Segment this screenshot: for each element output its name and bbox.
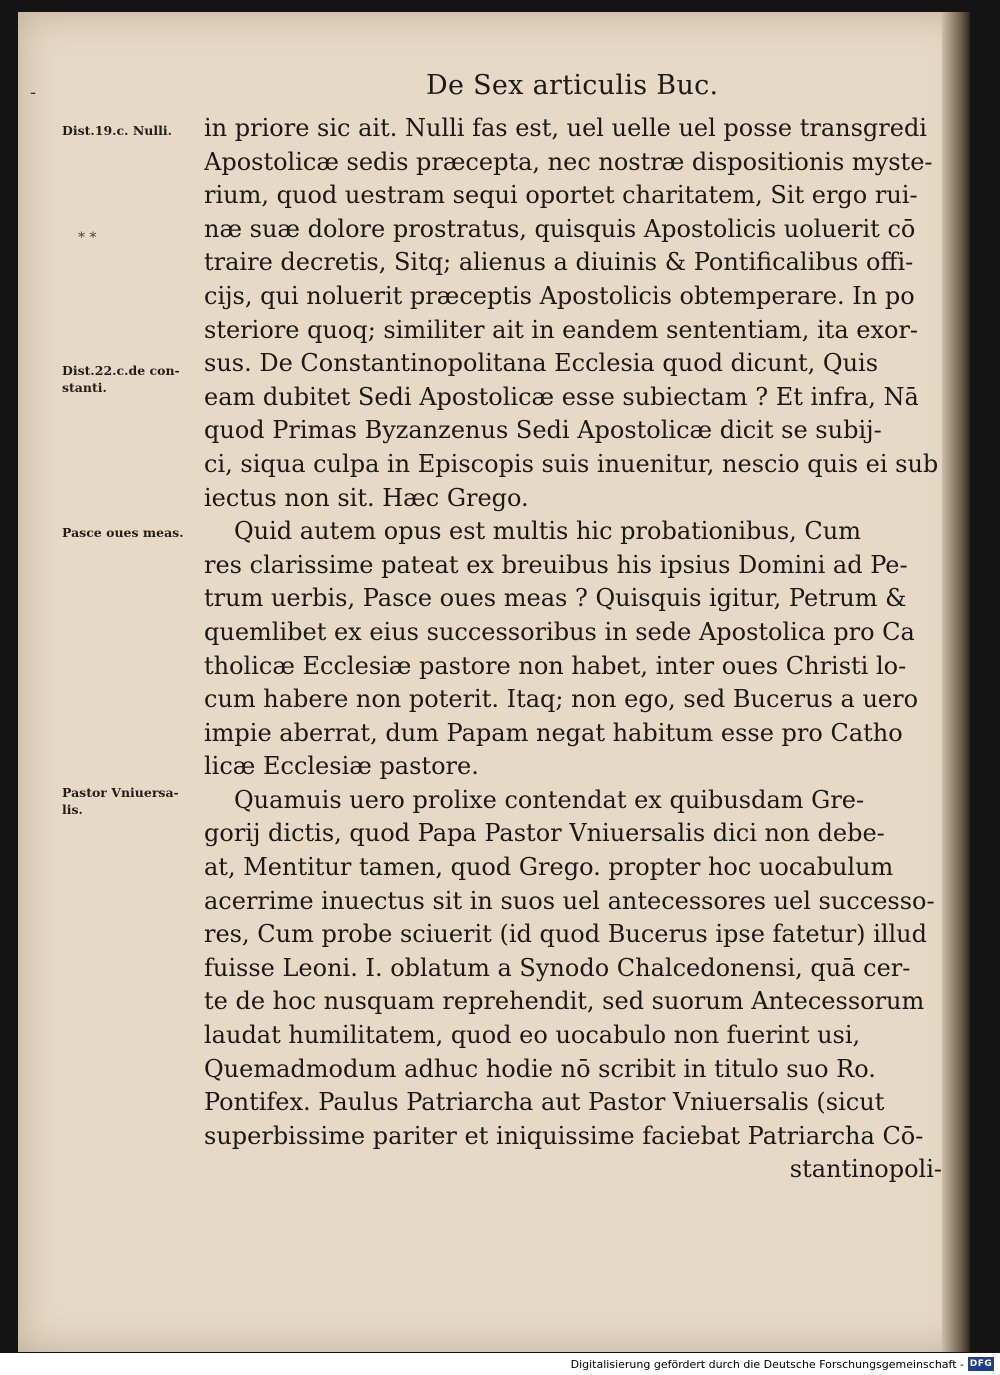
text-line: fuisse Leoni. I. oblatum a Synodo Chalcedonensi, quā cer- [204, 953, 911, 982]
text-line: cum habere non poterit. Itaq; non ego, sed Bucerus a uero [204, 685, 919, 714]
text-line: superbissime pariter et iniquissime faciebat Patriarcha Cō- [204, 1121, 924, 1150]
marginal-note: Dist.19.c. Nulli. [62, 123, 172, 138]
text-line: quod Primas Byzanzenus Sedi Apostolicæ dicit se subij- [204, 416, 882, 445]
text-line: in priore sic ait. Nulli fas est, uel uelle uel posse transgredi [204, 114, 927, 142]
marginal-note: Pasce oues meas. [62, 525, 184, 540]
text-line: licæ Ecclesiæ pastore. [204, 752, 479, 781]
text-line: laudat humilitatem, quod eo uocabulo non fuerint usi, [204, 1021, 861, 1050]
body-text [204, 112, 942, 1187]
text-line: iectus non sit. Hæc Grego. [204, 483, 529, 512]
marginal-note: Dist.22.c.de con- stanti. [62, 363, 180, 395]
text-line: res, Cum probe sciuerit (id quod Bucerus ipse fatetur) illud [204, 920, 927, 949]
running-head: De Sex articulis Buc. [426, 70, 719, 101]
dfg-logo: DFG [969, 1359, 993, 1369]
text-line: traire decretis, Sitq; alienus a diuinis & Pontificalibus offi- [204, 248, 914, 277]
text-line: quemlibet ex eius successoribus in sede Apostolica pro Ca [204, 617, 915, 646]
text-line: næ suæ dolore prostratus, quisquis Apostolicis uoluerit cō [204, 214, 916, 243]
marginal-note: Pastor Vniuersa- lis. [62, 785, 179, 817]
margin-dash: - [30, 82, 37, 103]
footer-bar [0, 1353, 1000, 1375]
text-line: Quamuis uero prolixe contendat ex quibusdam Gre- [234, 785, 865, 814]
text-line: at, Mentitur tamen, quod Grego. propter hoc uocabulum [204, 853, 894, 882]
text-line: Apostolicæ sedis præcepta, nec nostræ dispositionis myste- [204, 147, 933, 176]
text-line: ci, siqua culpa in Episcopis suis inuenitur, nescio quis ei sub [204, 449, 939, 478]
text-line: rium, quod uestram sequi oportet charitatem, Sit ergo rui- [204, 181, 918, 210]
text-line: sus. De Constantinopolitana Ecclesia quod dicunt, Quis [204, 349, 879, 378]
text-line: trum uerbis, Pasce oues meas ? Quisquis igitur, Petrum & [204, 584, 907, 613]
text-line: gorij dictis, quod Papa Pastor Vniuersalis dici non debe- [204, 819, 885, 848]
book-page [18, 12, 970, 1352]
text-line: Quid autem opus est multis hic probationibus, Cum [234, 517, 861, 546]
text-line: Pontifex. Paulus Patriarcha aut Pastor Vniuersalis (sicut [204, 1088, 885, 1117]
catchword: stantinopoli- [789, 1155, 942, 1184]
text-line: impie aberrat, dum Papam negat habitum esse pro Catho [204, 718, 903, 747]
text-line: tholicæ Ecclesiæ pastore non habet, inter oues Christi lo- [204, 651, 907, 680]
text-line: acerrime inuectus sit in suos uel antecessores uel successo- [204, 886, 935, 915]
text-line: Quemadmodum adhuc hodie nō scribit in titulo suo Ro. [204, 1054, 876, 1083]
text-line: te de hoc nusquam reprehendit, sed suorum Antecessorum [204, 987, 925, 1016]
footer-credit: Digitalisierung gefördert durch die Deutsche Forschungsgemeinschaft - [570, 1358, 964, 1371]
margin-smudge: * * [78, 230, 97, 246]
text-line: res clarissime pateat ex breuibus his ipsius Domini ad Pe- [204, 550, 908, 579]
page-gutter-shadow [942, 12, 970, 1352]
text-line: cijs, qui noluerit præceptis Apostolicis obtemperare. In po [204, 281, 915, 310]
text-line: steriore quoq; similiter ait in eandem sententiam, ita exor- [204, 315, 919, 344]
text-line: eam dubitet Sedi Apostolicæ esse subiectam ? Et infra, Nā [204, 382, 919, 411]
